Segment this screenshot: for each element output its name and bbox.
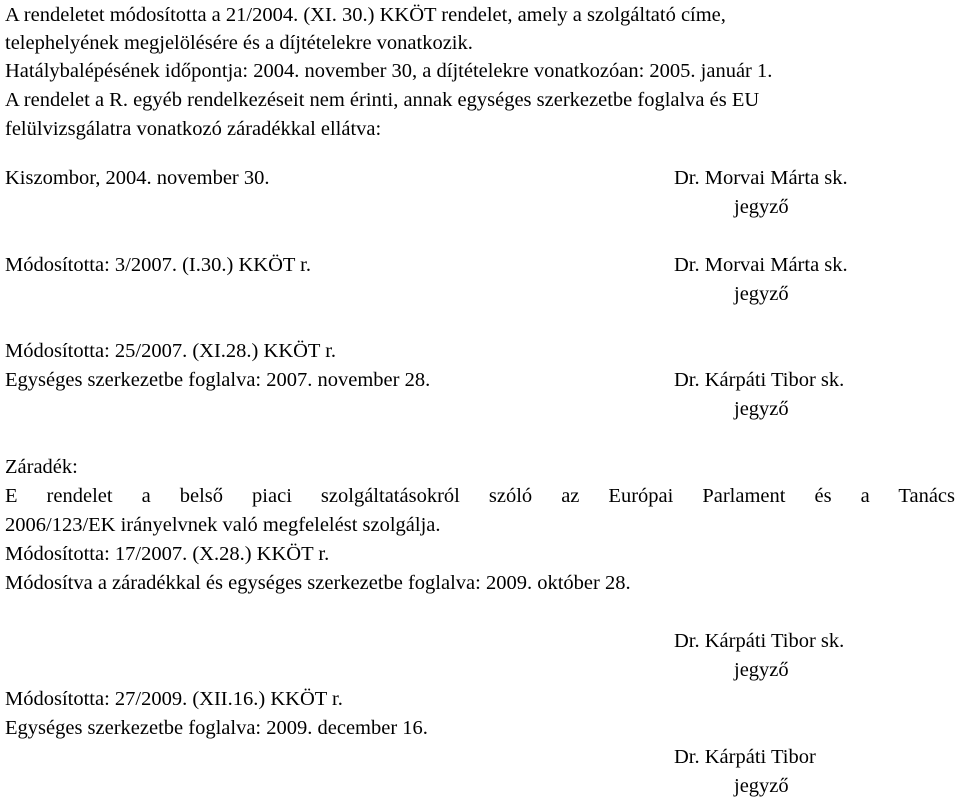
signer-name: Dr. Morvai Márta sk. [674, 254, 848, 276]
clause-consolidation-line: Módosítva a záradékkal és egységes szerkezetbe foglalva: 2009. október 28. [5, 572, 631, 594]
clause-heading: Záradék: [5, 456, 78, 478]
amendment-line: Módosította: 25/2007. (XI.28.) KKÖT r. [5, 340, 337, 362]
clause-text-line-1: E rendelet a belső piaci szolgáltatásokról szóló az Európai Parlament és a Tanács [5, 485, 955, 507]
clause-text-line-2: 2006/123/EK irányelvnek való megfelelést szolgálja. [5, 514, 441, 536]
amendment-line: Módosította: 27/2009. (XII.16.) KKÖT r. [5, 688, 343, 710]
signer-role: jegyző [734, 775, 789, 797]
clause-amendment-line: Módosította: 17/2007. (X.28.) KKÖT r. [5, 543, 330, 565]
intro-line-1: A rendeletet módosította a 21/2004. (XI. 30.) KKÖT rendelet, amely a szolgáltató címe, [5, 4, 726, 26]
signer-role: jegyző [734, 398, 789, 420]
signer-name: Dr. Morvai Márta sk. [674, 167, 848, 189]
signer-role: jegyző [734, 283, 789, 305]
signer-name: Dr. Kárpáti Tibor [674, 746, 816, 768]
place-date: Kiszombor, 2004. november 30. [5, 167, 270, 189]
consolidation-line: Egységes szerkezetbe foglalva: 2007. november 28. [5, 369, 431, 391]
signer-role: jegyző [734, 659, 789, 681]
signer-role: jegyző [734, 196, 789, 218]
intro-line-3: Hatálybalépésének időpontja: 2004. november 30, a díjtételekre vonatkozóan: 2005. január 1. [5, 60, 773, 82]
intro-line-4: A rendelet a R. egyéb rendelkezéseit nem érinti, annak egységes szerkezetbe foglalva és EU [5, 89, 760, 111]
signer-name: Dr. Kárpáti Tibor sk. [674, 630, 845, 652]
consolidation-line: Egységes szerkezetbe foglalva: 2009. december 16. [5, 717, 428, 739]
intro-line-2: telephelyének megjelölésére és a díjtételekre vonatkozik. [5, 32, 473, 54]
intro-line-5: felülvizsgálatra vonatkozó záradékkal ellátva: [5, 118, 382, 140]
amendment-line: Módosította: 3/2007. (I.30.) KKÖT r. [5, 254, 311, 276]
signer-name: Dr. Kárpáti Tibor sk. [674, 369, 845, 391]
